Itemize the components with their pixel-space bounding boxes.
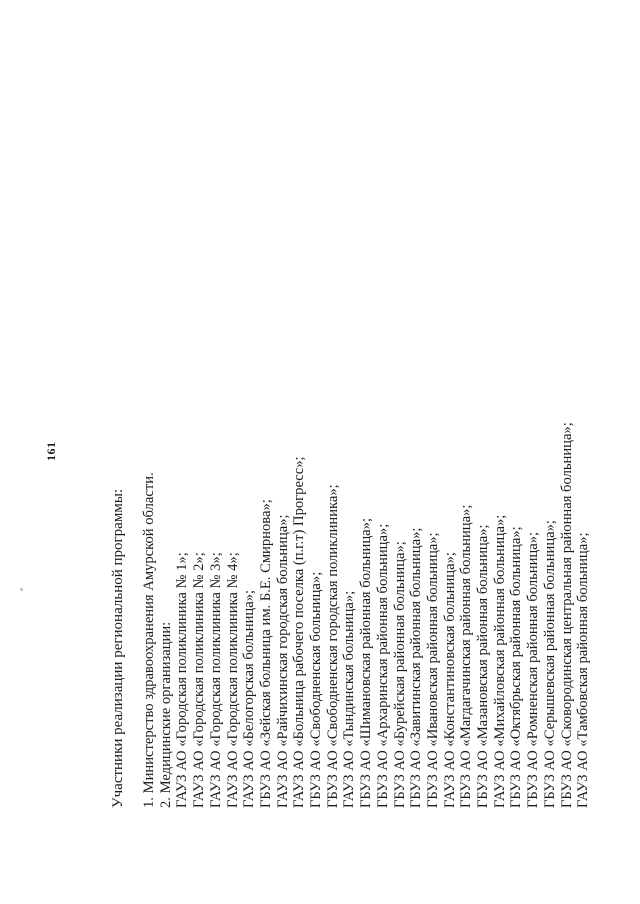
organization-item: ГАУЗ АО «Константиновская больница»; bbox=[441, 552, 458, 808]
organization-item: ГБУЗ АО «Архаринская районная больница»; bbox=[374, 523, 391, 808]
section-heading: Участники реализации региональной программы: bbox=[110, 488, 126, 808]
organization-item: ГБУЗ АО «Октябрьская районная больница»; bbox=[508, 526, 525, 808]
organization-item: ГБУЗ АО «Сковородинская центральная районная больница»; bbox=[558, 422, 575, 808]
organization-item: ГАУЗ АО «Михайловская районная больница»; bbox=[491, 514, 508, 808]
organization-item: ГБУЗ АО «Шимановская районная больница»; bbox=[358, 517, 375, 808]
organization-item: ГАУЗ АО «Городская поликлиника № 2»; bbox=[191, 552, 208, 808]
organization-item: ГБУЗ АО «Свободненская городская поликлиника»; bbox=[324, 484, 341, 808]
scan-speck bbox=[20, 588, 23, 591]
organization-item: ГБУЗ АО «Бурейская районная больница»; bbox=[391, 541, 408, 808]
list-heading-item: 2. Медицинские организации: bbox=[157, 621, 174, 808]
organization-item: ГАУЗ АО «Тындинская больница»; bbox=[341, 590, 358, 808]
organization-item: ГБУЗ АО «Свободненская больница»; bbox=[308, 571, 325, 808]
organization-item: ГАУЗ АО «Больница рабочего поселка (п.г.т) Прогресс»; bbox=[291, 456, 308, 808]
organization-item: ГБУЗ АО «Магдагачинская районная больница»; bbox=[458, 504, 475, 808]
organization-item: ГБУЗ АО «Зейская больница им. Б.Е. Смирнова»; bbox=[257, 499, 274, 808]
page-number: 161 bbox=[44, 441, 58, 461]
participants-list bbox=[141, 422, 592, 808]
organization-item: ГБУЗ АО «Завитинская районная больница»; bbox=[408, 527, 425, 808]
organization-item: ГАУЗ АО «Тамбовская районная больница»; bbox=[575, 532, 592, 808]
organization-item: ГБУЗ АО «Серышевская районная больница»; bbox=[541, 520, 558, 808]
organization-item: ГБУЗ АО «Мазановская районная больница»; bbox=[475, 524, 492, 808]
organization-item: ГАУЗ АО «Городская поликлиника № 4»; bbox=[224, 552, 241, 808]
organization-item: ГАУЗ АО «Белогорская больница»; bbox=[241, 589, 258, 808]
organization-item: ГБУЗ АО «Ивановская районная больница»; bbox=[424, 532, 441, 808]
organization-item: ГАУЗ АО «Городская поликлиника № 3»; bbox=[207, 552, 224, 808]
list-heading-item: 1. Министерство здравоохранения Амурской области. bbox=[141, 472, 157, 808]
organization-item: ГАУЗ АО «Городская поликлиника № 1»; bbox=[174, 552, 191, 808]
organization-item: ГБУЗ АО «Ромненская районная больница»; bbox=[525, 531, 542, 808]
organization-item: ГАУЗ АО «Райчихинская городская больница»; bbox=[274, 514, 291, 808]
